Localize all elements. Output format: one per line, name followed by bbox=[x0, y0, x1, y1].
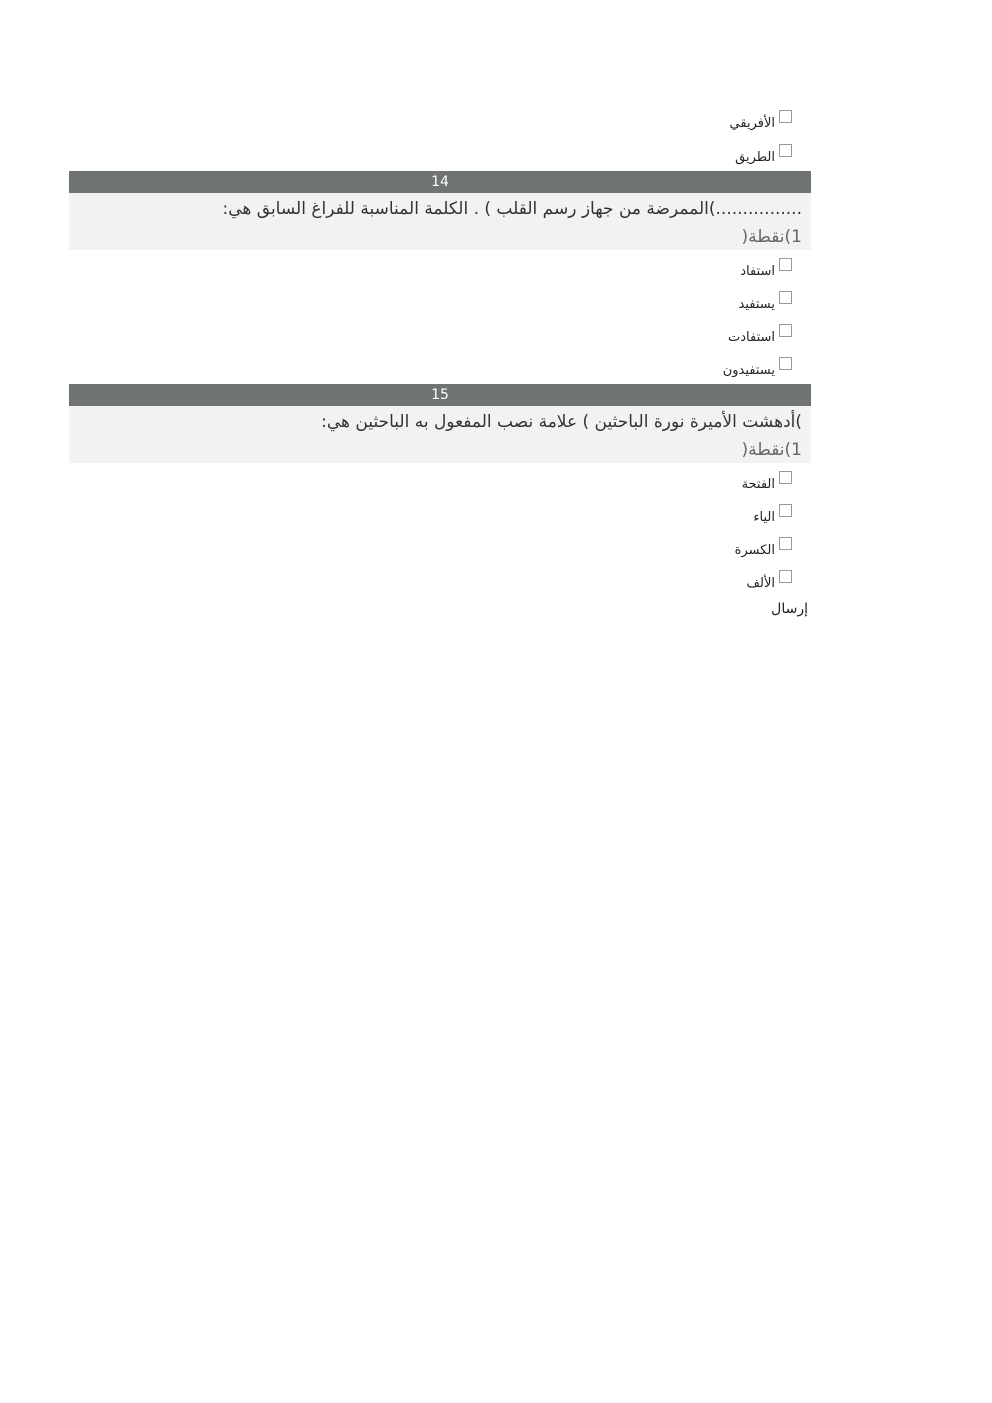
question-number-bar: 15 bbox=[69, 384, 811, 406]
option-label: الطريق bbox=[735, 150, 775, 165]
question-text: ................)الممرضة من جهاز رسم القلب ) . الكلمة المناسبة للفراغ السابق هي: bbox=[222, 199, 802, 219]
checkbox[interactable] bbox=[779, 537, 792, 550]
option-label: استفاد bbox=[740, 264, 775, 279]
option-label: الفتحة bbox=[741, 477, 775, 492]
option-row[interactable] bbox=[492, 144, 792, 174]
option-label: الكسرة bbox=[734, 543, 775, 558]
option-label: الألف bbox=[746, 576, 775, 591]
option-row[interactable] bbox=[492, 110, 792, 140]
checkbox[interactable] bbox=[779, 570, 792, 583]
checkbox[interactable] bbox=[779, 291, 792, 304]
submit-button[interactable]: إرسال bbox=[771, 601, 808, 617]
option-row[interactable] bbox=[492, 357, 792, 387]
option-row[interactable] bbox=[492, 258, 792, 288]
option-label: استفادت bbox=[728, 330, 775, 345]
checkbox[interactable] bbox=[779, 471, 792, 484]
checkbox[interactable] bbox=[779, 258, 792, 271]
option-label: الياء bbox=[753, 510, 775, 525]
question-box bbox=[69, 193, 811, 250]
question-text: )أدهشت الأميرة نورة الباحثين ) علامة نصب المفعول به الباحثين هي: bbox=[321, 412, 802, 432]
checkbox[interactable] bbox=[779, 357, 792, 370]
question-number-bar: 14 bbox=[69, 171, 811, 193]
option-label: يستفيدون bbox=[722, 363, 775, 378]
checkbox[interactable] bbox=[779, 144, 792, 157]
option-row[interactable] bbox=[492, 324, 792, 354]
question-points: 1)نقطة( bbox=[741, 227, 802, 247]
option-row[interactable] bbox=[492, 291, 792, 321]
option-label: الأفريقي bbox=[729, 116, 775, 131]
option-row[interactable] bbox=[492, 471, 792, 501]
option-label: يستفيد bbox=[738, 297, 775, 312]
checkbox[interactable] bbox=[779, 504, 792, 517]
checkbox[interactable] bbox=[779, 110, 792, 123]
question-box bbox=[69, 406, 811, 463]
option-row[interactable] bbox=[492, 570, 792, 600]
question-points: 1)نقطة( bbox=[741, 440, 802, 460]
option-row[interactable] bbox=[492, 537, 792, 567]
checkbox[interactable] bbox=[779, 324, 792, 337]
option-row[interactable] bbox=[492, 504, 792, 534]
